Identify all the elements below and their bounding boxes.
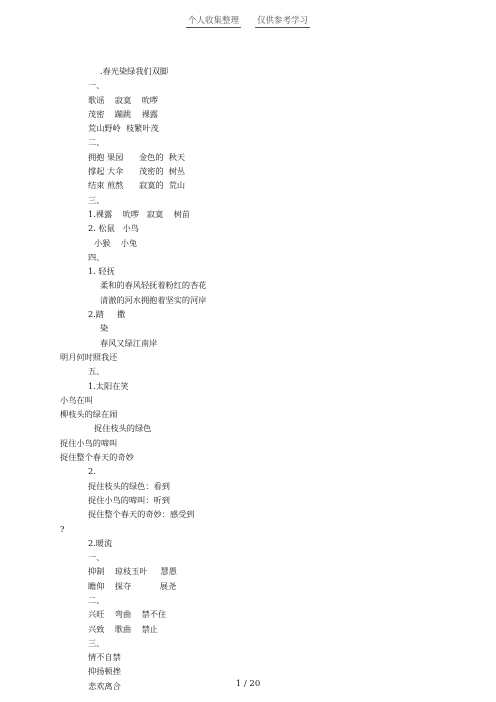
page-number: 1 / 20 [235, 679, 261, 689]
text-line: 歌谣 寂寞 吮啰 [88, 94, 158, 105]
text-line: 情不自禁 [88, 652, 121, 663]
document-body [60, 64, 440, 693]
subsection-heading: 二、 [88, 594, 105, 605]
text-line: 捉住小鸟的啼叫：听到 [88, 494, 170, 505]
text-line: 撑起 大伞 茂密的 树丛 [88, 166, 186, 177]
text-line: 清澈的河水拥抱着坚实的河岸 [100, 294, 207, 305]
text-line: 柳枝头的绿在闹 [60, 409, 118, 420]
text-line: 瞻仰 探夺 展尧 [88, 580, 177, 591]
text-line: 1.太阳在笑 [88, 380, 129, 391]
text-line: 2.踏 撒 [88, 309, 126, 320]
text-line: 柔和的春风轻抚着粉红的杏花 [100, 280, 207, 291]
subsection-heading: 四、 [88, 251, 105, 262]
text-line: 结束 煎熬 寂寞的 荒山 [88, 180, 186, 191]
text-line: 1. 轻抚 [88, 266, 115, 277]
text-line: 捉住枝头的绿色 [94, 423, 152, 434]
text-line: 悲欢离合 [88, 680, 121, 691]
text-line: 捉住整个春天的奇妙：感受到 [88, 509, 195, 520]
subsection-heading: 二、 [88, 137, 105, 148]
text-line: 小鸟在叫 [60, 394, 93, 405]
text-line: 拥抱 果园 金色的 秋天 [88, 151, 186, 162]
text-line: 染 [100, 323, 109, 334]
section-title: .春光染绿我们双脚 [100, 66, 169, 76]
text-line: 小猴 小兔 [94, 237, 138, 248]
text-line: 茂密 蹦跳 裸露 [88, 108, 158, 119]
text-line: 2. 松鼠 小鸟 [88, 223, 139, 234]
text-line: 捉住整个春天的奇妙 [60, 452, 134, 463]
header-left-text: 个人收集整理 [187, 16, 239, 26]
subsection-heading: 一、 [88, 80, 105, 91]
text-line: ? [60, 523, 65, 534]
text-line: 兴旺 弯曲 禁不住 [88, 609, 167, 620]
text-line: 明月何时照我还 [60, 351, 118, 362]
text-line: 春风又绿江南岸 [100, 337, 158, 348]
text-line: 捉住小鸟的啼叫 [60, 437, 118, 448]
page-header [0, 14, 496, 28]
text-line: 2. [88, 466, 96, 477]
subsection-heading: 三、 [88, 194, 105, 205]
text-line: 兴致 歌曲 禁止 [88, 623, 158, 634]
text-line: 荒山野岭 枝繁叶茂 [88, 123, 159, 134]
subsection-heading: 五、 [88, 366, 105, 377]
text-line: 抑扬顿挫 [88, 666, 121, 677]
text-line: 1.裸露 吮啰 寂寞 树苗 [88, 208, 190, 219]
subsection-heading: 三、 [88, 637, 105, 648]
subsection-heading: 一、 [88, 552, 105, 563]
text-line: 抑制 琼枝玉叶 慧愚 [88, 566, 177, 577]
text-line: 捉住枝头的绿色：看到 [88, 480, 170, 491]
section-title: 2.暖流 [88, 537, 113, 548]
header-right-text: 仅供参考学习 [257, 16, 309, 26]
